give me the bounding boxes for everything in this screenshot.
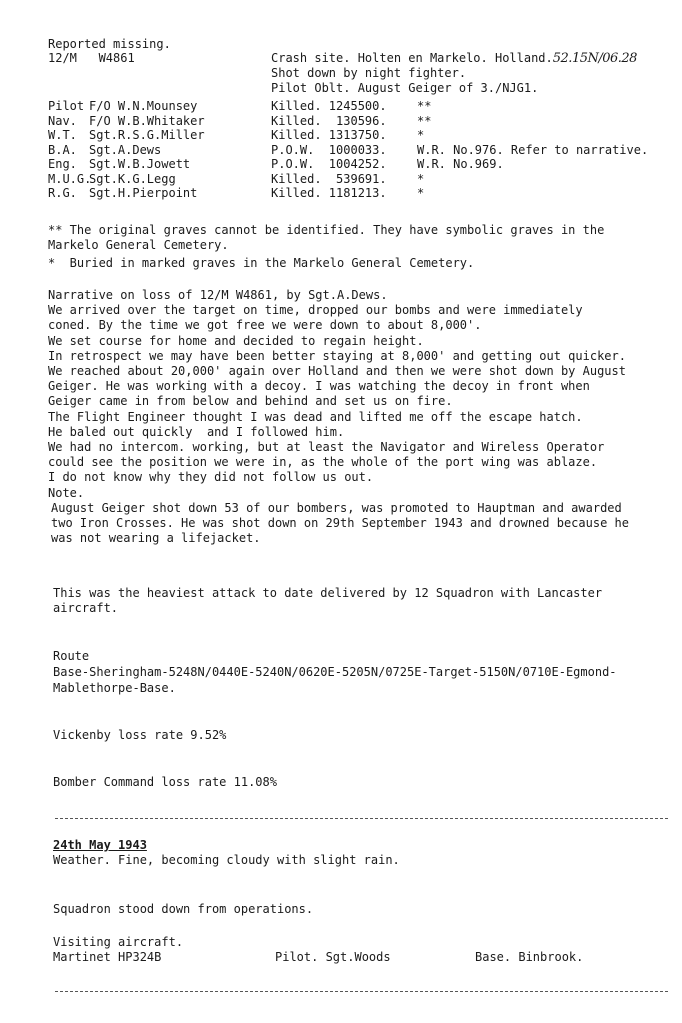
- crew-name: Sgt.R.S.G.Miller: [89, 128, 205, 142]
- aircraft-id: 12/M W4861: [48, 51, 135, 65]
- crew-status: P.O.W. 1000033.: [271, 142, 387, 157]
- crew-status: Killed. 130596.: [271, 113, 387, 128]
- narrative-line: Note.: [48, 485, 85, 500]
- crew-status: P.O.W. 1004252.: [271, 157, 387, 171]
- crew-status: Killed. 1313750.: [271, 128, 387, 142]
- crew-note: **: [417, 99, 432, 113]
- narrative-line: coned. By the time we got free we were down to about 8,000'.: [48, 318, 482, 333]
- narrative-line: We set course for home and decided to regain height.: [48, 333, 424, 348]
- crew-name: Sgt.W.B.Jowett: [89, 157, 191, 171]
- stood-down-line: Squadron stood down from operations.: [53, 902, 314, 916]
- visiting-base: Base. Binbrook.: [475, 950, 584, 964]
- route-line-1: Base-Sheringham-5248N/0440E-5240N/0620E-5205N/0725E-Target-5150N/0710E-Egmond-: [53, 665, 617, 679]
- bomber-command-loss-rate: Bomber Command loss rate 11.08%: [53, 775, 277, 789]
- footnote-double-star-cont: Markelo General Cemetery.: [48, 238, 229, 252]
- crew-role: W.T.: [48, 128, 77, 142]
- crew-status: Killed. 1181213.: [271, 186, 387, 200]
- heaviest-attack-line-2: aircraft.: [53, 601, 119, 615]
- shot-down-line: Shot down by night fighter.: [271, 66, 467, 80]
- footnote-single-star: * Buried in marked graves in the Markelo General Cemetery.: [48, 256, 475, 270]
- narrative-line: could see the position we were in, as the whole of the port wing was ablaze.: [48, 455, 598, 470]
- crew-status: Killed. 1245500.: [271, 99, 387, 113]
- route-line-2: Mablethorpe-Base.: [53, 681, 176, 695]
- crash-site-text: Crash site. Holten en Markelo. Holland.: [271, 51, 553, 65]
- narrative-line: Geiger. He was working with a decoy. I was watching the decoy in front when: [48, 379, 590, 394]
- crew-name: Sgt.A.Dews: [89, 142, 162, 157]
- narrative-line: In retrospect we may have been better staying at 8,000' and getting out quicker.: [48, 348, 626, 363]
- narrative-line: The Flight Engineer thought I was dead and lifted me off the escape hatch.: [48, 409, 583, 424]
- narrative-line: I do not know why they did not follow us out.: [48, 470, 374, 485]
- crew-name: F/O W.N.Mounsey: [89, 99, 198, 113]
- heaviest-attack-line-1: This was the heaviest attack to date delivered by 12 Squadron with Lancaster: [53, 586, 603, 600]
- crew-note: W.R. No.976. Refer to narrative.: [417, 142, 649, 157]
- narrative-line: He baled out quickly and I followed him.: [48, 424, 345, 439]
- crash-site-line: [271, 51, 637, 66]
- pilot-line: Pilot Oblt. August Geiger of 3./NJG1.: [271, 81, 539, 95]
- crew-status: Killed. 539691.: [271, 171, 387, 186]
- vickenby-loss-rate: Vickenby loss rate 9.52%: [53, 728, 227, 742]
- crew-note: *: [417, 128, 425, 142]
- crew-note: W.R. No.969.: [417, 157, 504, 171]
- crew-role: Pilot: [48, 99, 85, 113]
- crew-role: R.G.: [48, 186, 77, 200]
- narrative-line: We reached about 20,000' again over Holland and then we were shot down by August: [48, 364, 626, 378]
- crew-role: Eng.: [48, 157, 77, 171]
- crew-role: B.A.: [48, 142, 77, 157]
- crew-role: M.U.G.: [48, 171, 92, 186]
- narrative-line: We arrived over the target on time, dropped our bombs and were immediately: [48, 303, 583, 318]
- narrative-line: two Iron Crosses. He was shot down on 29th September 1943 and drowned because he: [51, 516, 629, 530]
- divider-top: [55, 818, 668, 819]
- narrative-line: We had no intercom. working, but at least the Navigator and Wireless Operator: [48, 440, 605, 454]
- divider-bottom: [55, 991, 668, 992]
- narrative-line: Narrative on loss of 12/M W4861, by Sgt.A.Dews.: [48, 288, 388, 302]
- weather-line: Weather. Fine, becoming cloudy with slight rain.: [53, 853, 400, 867]
- crew-note: *: [417, 171, 425, 186]
- narrative-line: August Geiger shot down 53 of our bombers, was promoted to Hauptman and awarded: [51, 500, 622, 515]
- date-heading: 24th May 1943: [53, 838, 147, 852]
- visiting-label: Visiting aircraft.: [53, 935, 184, 949]
- route-label: Route: [53, 649, 90, 663]
- crew-name: F/O W.B.Whitaker: [89, 113, 205, 128]
- crew-role: Nav.: [48, 113, 77, 128]
- reported-missing-label: Reported missing.: [48, 37, 171, 51]
- crew-name: Sgt.K.G.Legg: [89, 171, 176, 186]
- crew-note: *: [417, 186, 425, 200]
- crew-name: Sgt.H.Pierpoint: [89, 186, 198, 200]
- crew-note: **: [417, 113, 432, 128]
- footnote-double-star: ** The original graves cannot be identified. They have symbolic graves in the: [48, 223, 605, 237]
- visiting-aircraft: Martinet HP324B: [53, 950, 162, 964]
- narrative-line: was not wearing a lifejacket.: [51, 531, 261, 546]
- crash-coords-handwritten: 52.15N/06.28: [552, 51, 637, 66]
- narrative-line: Geiger came in from below and behind and set us on fire.: [48, 394, 453, 409]
- visiting-pilot: Pilot. Sgt.Woods: [275, 950, 391, 964]
